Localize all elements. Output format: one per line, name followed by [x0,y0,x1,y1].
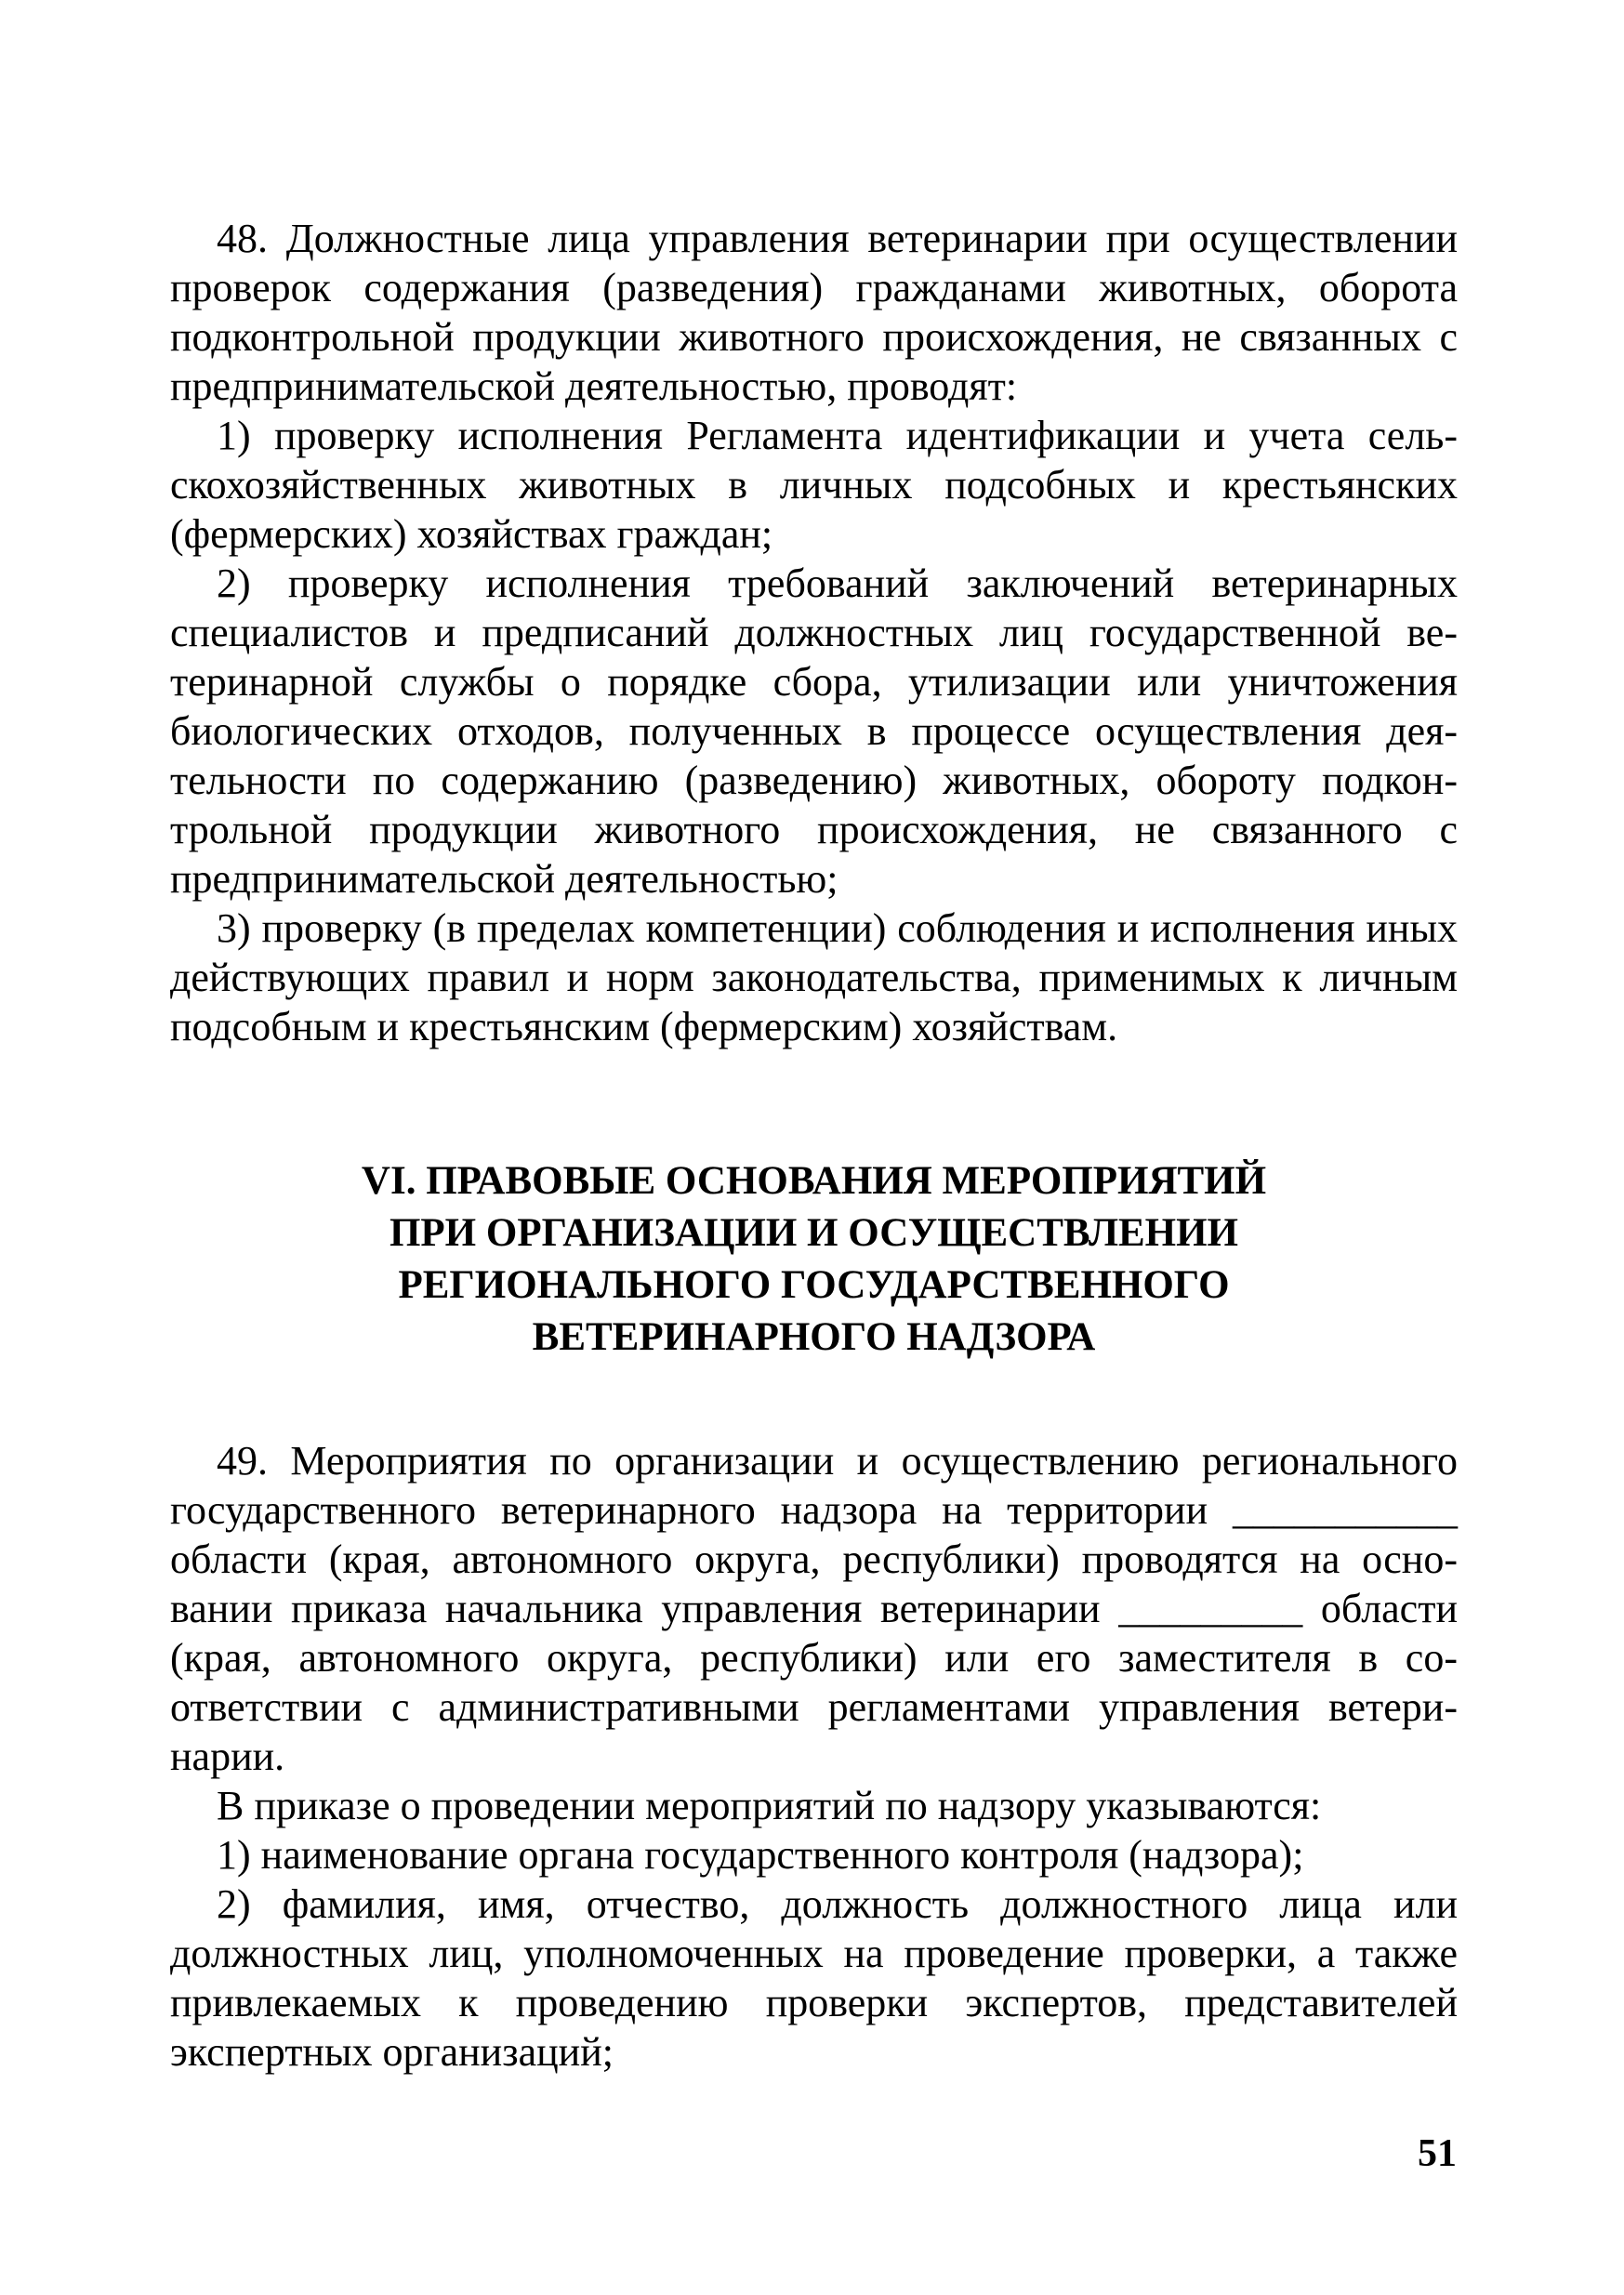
paragraph-48-item-2: 2) проверку исполнения требований заключений ветеринарных специалистов и предписаний должностных лиц государственной ветеринарной службы о порядке сбора, утилизации или уничтожения биологических отходов, полученных в процессе осуществления деятельности по содержанию (разведению) животных, обороту подконтрольной продукции животного происхождения, не связанного с предпринимательской деятельностью; [170,561,1458,902]
paragraph-48-item-1: 1) проверку исполнения Регламента идентификации и учета сельскохозяйственных животных в личных подсобных и крестьянских (фермерских) хозяйствах граждан; [170,413,1458,557]
paragraph-49-item-2: 2) фамилия, имя, отчество, должность должностного лица или должностных лиц, уполномоченных на проведение проверки, а также привлекаемых к проведению проверки экспертов, представителей экспертных организаций; [170,1881,1458,2075]
paragraph-48: 48. Должностные лица управления ветеринарии при осуществлении проверок содержания (разведения) гражданами животных, оборота подконтрольной продукции животного происхождения, не связанных с предпринимательской деятельностью, проводят: [170,216,1458,409]
bottom-text-block [170,1436,1458,2077]
heading-line-1: VI. ПРАВОВЫЕ ОСНОВАНИЯ МЕРОПРИЯТИЙ [361,1159,1267,1203]
heading-line-3: РЕГИОНАЛЬНОГО ГОСУДАРСТВЕННОГО [398,1263,1230,1307]
paragraph-48-item-3: 3) проверку (в пределах компетенции) соблюдения и исполнения иных действующих правил и норм законодательства, применимых к личным подсобным и крестьянским (фермерским) хозяйствам. [170,905,1458,1049]
page-number: 51 [1418,2132,1457,2175]
paragraph-49: 49. Мероприятия по организации и осуществлению регионального государственного ветеринарного надзора на территории ___________ области (края, автономного округа, республики) проводятся на основании приказа начальника управления ветеринарии _________ области (края, автономного округа, республики) или его заместителя в соответствии с административными регламентами управления ветеринарии. [170,1438,1458,1779]
top-text-block [170,214,1458,1051]
heading-line-2: ПРИ ОРГАНИЗАЦИИ И ОСУЩЕСТВЛЕНИИ [389,1211,1239,1255]
paragraph-49-intro: В приказе о проведении мероприятий по надзору указываются: [217,1783,1322,1828]
paragraph-49-item-1: 1) наименование органа государственного контроля (надзора); [217,1832,1304,1878]
heading-line-4: ВЕТЕРИНАРНОГО НАДЗОРА [532,1315,1096,1359]
section-heading [170,1155,1458,1364]
